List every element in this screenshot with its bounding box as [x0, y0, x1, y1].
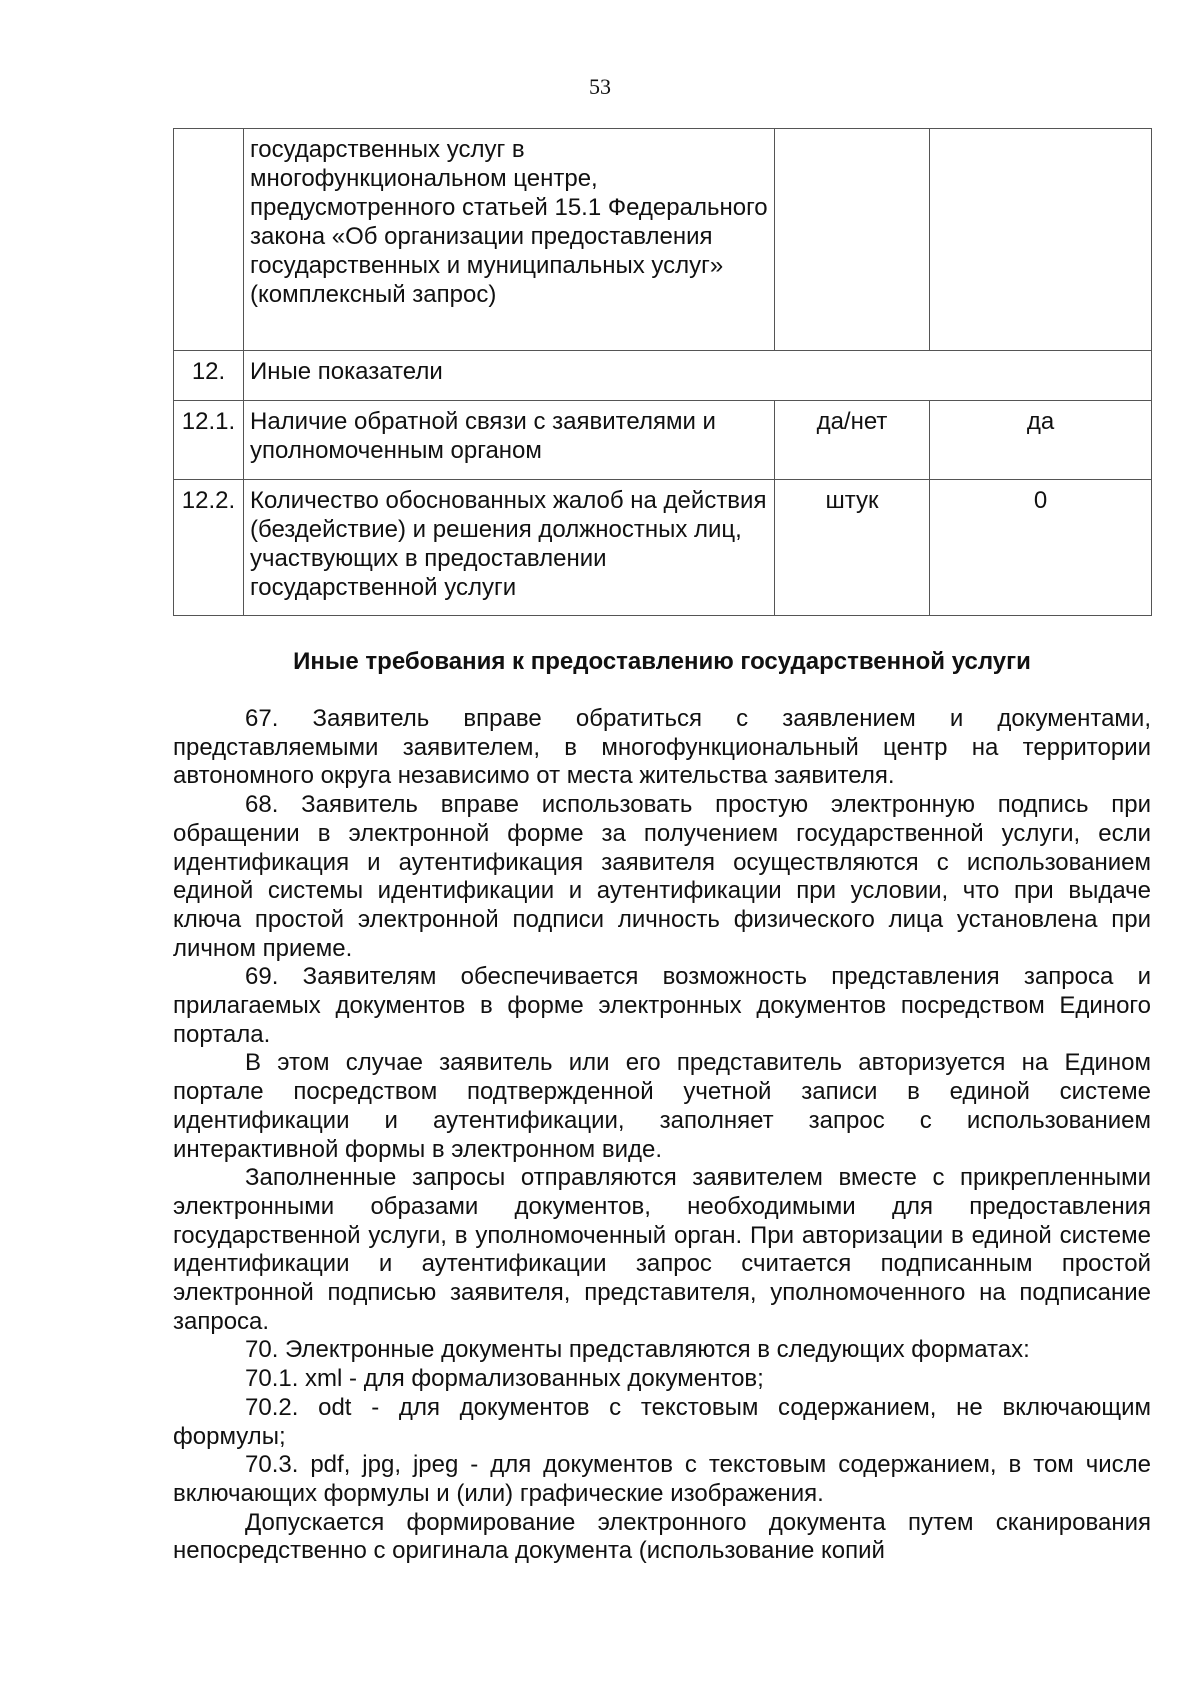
unit-cell [775, 129, 930, 351]
section-heading: Иные требования к предоставлению государственной услуги [293, 648, 1031, 675]
paragraph-67: 67. Заявитель вправе обратиться с заявлением и документами, представляемыми заявителем, в многофункциональный центр на территории автономного округа независимо от места жительства заявителя. [173, 705, 1151, 790]
paragraph-68: 68. Заявитель вправе использовать простую электронную подпись при обращении в электронной форме за получением государственной услуги, если идентификация и аутентификация заявителя осуществляются с использованием единой системы идентификации и аутентификации при условии, что при выдаче ключа простой электронной подписи личность физического лица установлена при личном приеме. [173, 791, 1151, 962]
table-row [174, 480, 1152, 616]
page-number: 53 [589, 74, 611, 99]
paragraph-70-3: 70.3. pdf, jpg, jpeg - для документов с текстовым содержанием, в том числе включающих формулы и (или) графические изображения. [173, 1451, 1151, 1507]
paragraph-70: 70. Электронные документы представляются в следующих форматах: [245, 1336, 1030, 1364]
paragraph-69-submission: Заполненные запросы отправляются заявителем вместе с прикрепленными электронными образами документов, необходимыми для предоставления государственной услуги, в уполномоченный орган. При авторизации в единой системе идентификации и аутентификации запрос считается подписанным простой электронной подписью заявителя, представителя, уполномоченного на подписание запроса. [173, 1164, 1151, 1335]
unit-cell: штук [775, 480, 930, 616]
paragraph-69-authorization: В этом случае заявитель или его представитель авторизуется на Едином портале посредством подтвержденной учетной записи в единой системе идентификации и аутентификации, заполняет запрос с использованием интерактивной формы в электронном виде. [173, 1049, 1151, 1163]
group-heading-cell: Иные показатели [244, 351, 1152, 401]
table-row [174, 401, 1152, 480]
row-number-cell [174, 129, 244, 351]
section-body [173, 705, 1151, 1566]
unit-cell: да/нет [775, 401, 930, 480]
indicator-name-cell: государственных услуг в многофункциональном центре, предусмотренного статьей 15.1 Федерального закона «Об организации предоставления государственных и муниципальных услуг» (комплексный запрос) [244, 129, 775, 351]
table-row [174, 129, 1152, 351]
value-cell [930, 129, 1152, 351]
paragraph-scanning: Допускается формирование электронного документа путем сканирования непосредственно с оригинала документа (использование копий [173, 1508, 1151, 1565]
indicator-name-cell: Наличие обратной связи с заявителями и уполномоченным органом [244, 401, 775, 480]
paragraph-70-2: 70.2. odt - для документов с текстовым содержанием, не включающим формулы; [173, 1393, 1151, 1450]
indicator-name-cell: Количество обоснованных жалоб на действия (бездействие) и решения должностных лиц, участвующих в предоставлении государственной услуги [244, 480, 775, 616]
row-number-cell: 12.1. [174, 401, 244, 480]
value-cell: 0 [930, 480, 1152, 616]
row-number-cell: 12.2. [174, 480, 244, 616]
row-number-cell: 12. [174, 351, 244, 401]
value-cell: да [930, 401, 1152, 480]
paragraph-70-1: 70.1. xml - для формализованных документов; [245, 1365, 764, 1393]
indicators-table [173, 128, 1152, 616]
paragraph-69: 69. Заявителям обеспечивается возможность представления запроса и прилагаемых документов в форме электронных документов посредством Единого портала. [173, 963, 1151, 1048]
table-row [174, 351, 1152, 401]
